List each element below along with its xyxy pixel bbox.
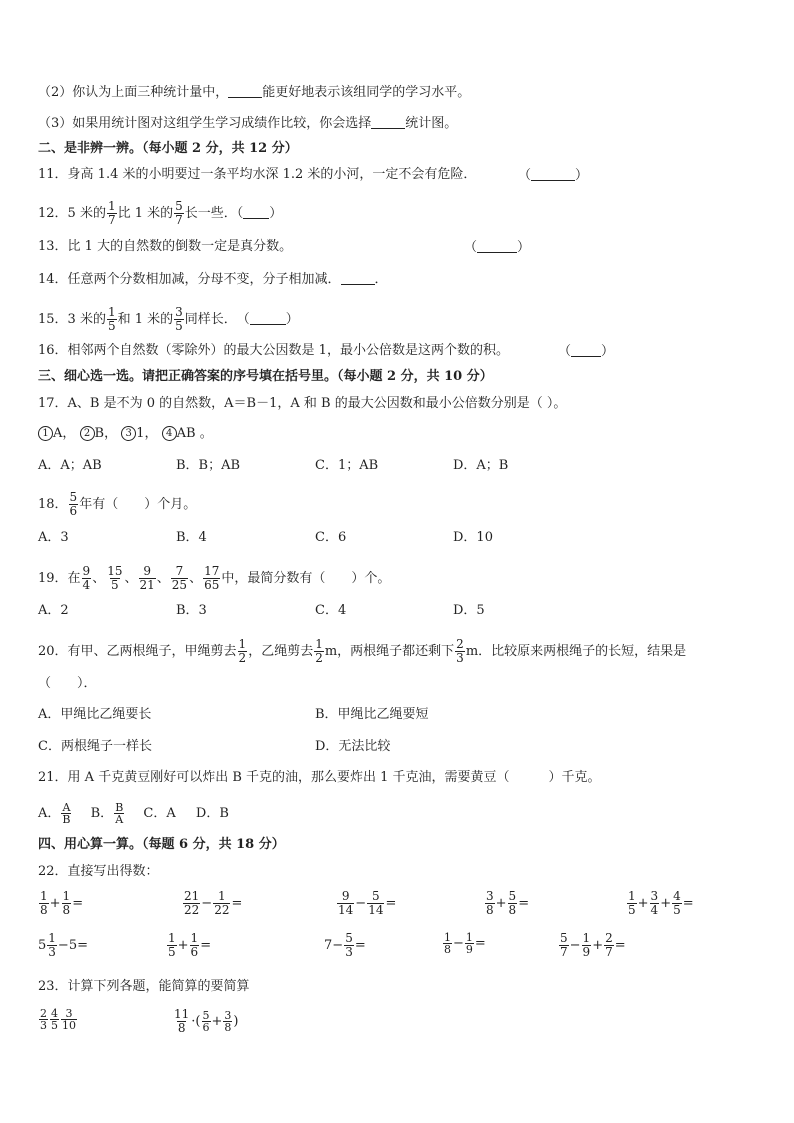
denominator: 7 [107, 213, 116, 227]
question-18-text: 年有（ ）个月。 [79, 497, 197, 512]
numerator: 21 [184, 889, 200, 903]
paren-right: ） [517, 240, 531, 255]
denominator: 5 [107, 319, 116, 333]
numerator: 3 [224, 1009, 232, 1022]
circled-number: 3 [121, 426, 136, 441]
numerator: 1 [62, 889, 71, 903]
numerator: 2 [456, 637, 464, 651]
denominator: 8 [177, 1021, 186, 1035]
fraction [344, 932, 354, 959]
sub-question-2-text: （2）你认为上面三种统计量中， [38, 85, 229, 100]
fraction [139, 565, 156, 592]
question-20-paren: （ ）． [38, 676, 97, 691]
fraction [69, 491, 79, 518]
denominator: 14 [338, 903, 354, 917]
option-c[interactable]: C．6 [315, 530, 347, 545]
item-label: A， [53, 426, 76, 441]
fraction [171, 565, 188, 592]
fraction [508, 890, 518, 917]
denominator: 8 [224, 1021, 232, 1034]
numerator: 4 [51, 1007, 58, 1020]
fraction [465, 932, 474, 955]
option-c[interactable]: C．两根绳子一样长 [38, 739, 152, 754]
numerator: 9 [143, 564, 151, 578]
question-20-text-3: m，两根绳子都还剩下 [324, 644, 455, 659]
option-b[interactable]: B．B；AB [176, 458, 241, 473]
fraction [106, 565, 123, 592]
question-20-text-4: m．比较原来两根绳子的长短，结果是 [465, 644, 687, 659]
fraction [672, 890, 682, 917]
denominator: 9 [465, 943, 473, 956]
option-a[interactable]: A．甲绳比乙绳要长 [38, 707, 152, 722]
option-a[interactable]: A．2 [38, 603, 69, 618]
numerator: 1 [48, 931, 56, 945]
denominator: 9 [582, 945, 591, 959]
numerator: 5 [175, 199, 183, 213]
question-22: 22．直接写出得数： [38, 864, 159, 879]
denominator: 5 [628, 903, 636, 917]
circled-number: 2 [80, 426, 95, 441]
denominator: 21 [139, 578, 155, 592]
denominator: 8 [62, 903, 71, 917]
option-d[interactable]: D．A；B [453, 458, 509, 473]
numerator: 4 [673, 889, 681, 903]
denominator: 8 [486, 903, 494, 917]
fraction [604, 932, 614, 959]
denominator: 3 [456, 651, 464, 665]
numerator: 5 [345, 931, 353, 945]
denominator: 6 [202, 1021, 210, 1034]
denominator: 7 [605, 945, 613, 959]
option-d[interactable]: D．5 [453, 603, 485, 618]
numerator: A [62, 801, 71, 814]
question-16-text: 16．相邻两个自然数（零除外）的最大公因数是 1，最小公倍数是这两个数的积。 [38, 343, 509, 358]
separator: 、 [92, 571, 106, 586]
fraction [62, 890, 72, 917]
numerator: 3 [175, 305, 183, 319]
option-c[interactable]: C．1；AB [315, 458, 379, 473]
option-c[interactable]: C．4 [315, 603, 347, 618]
denominator: 5 [673, 903, 681, 917]
question-18-number: 18． [38, 497, 68, 512]
numerator: 1 [168, 931, 176, 945]
fraction [174, 306, 184, 333]
fraction [627, 890, 637, 917]
question-11-answer [518, 166, 588, 185]
denominator: 6 [69, 504, 78, 518]
item-label: B， [94, 426, 118, 441]
question-18 [38, 491, 196, 518]
question-12-text: 12．5 米的 [38, 206, 106, 221]
option-b[interactable]: B．甲绳比乙绳要短 [315, 707, 429, 722]
paren-right: ） [269, 206, 283, 221]
answer-blank[interactable] [341, 270, 375, 285]
paren-right: ） [575, 168, 589, 183]
separator: 、 [189, 571, 203, 586]
fraction [174, 200, 184, 227]
numerator: 2 [40, 1007, 47, 1020]
numerator: 1 [107, 199, 116, 213]
option-c[interactable]: C．A [143, 806, 176, 821]
denominator: B [62, 813, 71, 826]
option-b[interactable]: B．3 [176, 603, 207, 618]
numerator: 1 [315, 637, 323, 651]
circled-number: 1 [38, 426, 53, 441]
numerator: 1 [628, 889, 636, 903]
question-14 [38, 270, 388, 289]
answer-blank[interactable] [571, 342, 601, 357]
sub-question-3-text: （3）如果用统计图对这组学生学习成绩作比较，你会选择 [38, 116, 372, 131]
fraction [367, 890, 384, 917]
calc-2-2: $\frac{1}{5}$ + $\frac{1}{6}$ = [168, 931, 212, 959]
fraction [455, 638, 465, 665]
denominator: 4 [650, 903, 659, 917]
answer-blank[interactable] [477, 238, 517, 253]
circled-number: 4 [162, 426, 177, 441]
paren-right: ） [285, 312, 299, 327]
answer-blank[interactable] [371, 114, 405, 129]
numerator: 11 [174, 1007, 190, 1021]
question-19-text: 19．在 [38, 571, 81, 586]
option-b[interactable]: B． $\frac{B}{A}$ [90, 801, 124, 826]
sub-question-3 [38, 114, 457, 133]
question-16 [38, 342, 509, 360]
separator: 、 [124, 571, 138, 586]
denominator: 2 [315, 651, 323, 665]
numerator: 3 [65, 1007, 73, 1020]
question-20-text-2: ，乙绳剪去 [248, 644, 314, 659]
numerator: 7 [175, 564, 184, 578]
calc-1-2: $\frac{21}{22}$ − $\frac{1}{22}$ = [184, 889, 243, 917]
fraction [443, 932, 452, 955]
denominator: 3 [345, 945, 353, 959]
fraction [337, 890, 354, 917]
calc-1-4: $\frac{3}{8}$ + $\frac{5}{8}$ = [486, 889, 530, 917]
option-a[interactable]: A．A；AB [38, 458, 102, 473]
calc-2-3: 7− $\frac{5}{3}$ = [324, 931, 366, 959]
fraction [485, 890, 495, 917]
question-12-text-end: 长一些．（ [184, 206, 244, 221]
denominator: 65 [204, 578, 220, 592]
fraction [314, 638, 324, 665]
question-11-text: 11．身高 1.4 米的小明要过一条平均水深 1.2 米的小河，一定不会有危险． [38, 167, 477, 182]
answer-blank[interactable] [243, 204, 269, 219]
fraction [238, 638, 248, 665]
numerator: 3 [650, 889, 659, 903]
fraction [213, 890, 230, 917]
denominator: 5 [111, 578, 119, 592]
option-b[interactable]: B．4 [176, 530, 207, 545]
paren-left: （ [518, 168, 532, 183]
numerator: 1 [218, 889, 226, 903]
question-13-answer [464, 238, 530, 257]
denominator: 22 [214, 903, 230, 917]
question-15-text-end: 同样长． （ [184, 312, 250, 327]
fraction [650, 890, 660, 917]
calc-23-2: $\frac{11}{8}$ ·( $\frac{5}{6}$ + $\frac{3}{8}$ ) [174, 1007, 239, 1035]
question-17: 17．A、B 是不为 0 的自然数，A＝B－1，A 和 B 的最大公因数和最小公倍数分别是（ ）。 [38, 396, 567, 411]
numerator: 5 [372, 889, 380, 903]
denominator: 3 [48, 945, 56, 959]
question-17-items [38, 425, 213, 443]
question-15 [38, 306, 299, 333]
denominator: 7 [560, 945, 568, 959]
fraction [223, 1010, 232, 1033]
calc-23-1 [38, 1008, 78, 1031]
question-19 [38, 565, 390, 592]
question-14-end: ． [374, 272, 388, 287]
denominator: 4 [82, 578, 91, 592]
option-a[interactable]: A． $\frac{A}{B}$ [38, 801, 71, 826]
calc-1-1: $\frac{1}{8}$ + $\frac{1}{8}$ = [40, 889, 84, 917]
question-13-text: 13．比 1 大的自然数的倒数一定是真分数。 [38, 239, 293, 254]
item-label: AB 。 [176, 426, 213, 441]
question-14-text: 14．任意两个分数相加减，分母不变，分子相加减． [38, 272, 341, 287]
denominator: 8 [508, 903, 517, 917]
paren-right: ） [601, 344, 615, 359]
numerator: 5 [508, 889, 517, 903]
numerator: B [115, 801, 124, 814]
denominator: 14 [368, 903, 384, 917]
numerator: 1 [238, 637, 247, 651]
denominator: 5 [175, 319, 183, 333]
question-15-text: 15．3 米的 [38, 312, 106, 327]
denominator: 2 [238, 651, 247, 665]
fraction [107, 306, 117, 333]
answer-blank[interactable] [228, 83, 262, 98]
item-label: 1， [136, 426, 158, 441]
sub-question-2 [38, 83, 470, 102]
option-a[interactable]: A．3 [38, 530, 69, 545]
denominator: 6 [190, 945, 199, 959]
answer-blank[interactable] [531, 166, 575, 181]
fraction [203, 565, 220, 592]
calc-2-5: $\frac{5}{7}$ − $\frac{1}{9}$ + $\frac{2}{7}$ = [560, 931, 626, 959]
denominator: 5 [168, 945, 176, 959]
numerator: 1 [582, 931, 591, 945]
fraction [202, 1010, 211, 1033]
sub-question-3-text-end: 统计图。 [405, 116, 458, 131]
numerator: 5 [69, 490, 78, 504]
section-4-title: 四、用心算一算。（每题 6 分，共 18 分） [38, 837, 285, 852]
numerator: 9 [82, 564, 91, 578]
numerator: 5 [560, 931, 568, 945]
section-3-title: 三、细心选一选。请把正确答案的序号填在括号里。（每小题 2 分，共 10 分） [38, 369, 493, 384]
fraction [107, 200, 117, 227]
calc-1-5: $\frac{1}{5}$ + $\frac{3}{4}$ + $\frac{4}{5}$ = [628, 889, 694, 917]
denominator: 5 [51, 1019, 58, 1032]
fraction [82, 565, 92, 592]
fraction [559, 932, 569, 959]
question-23: 23．计算下列各题，能简算的要简算 [38, 979, 250, 994]
numerator: 15 [107, 564, 123, 578]
fraction [183, 890, 200, 917]
question-21: 21．用 A 千克黄豆刚好可以炸出 B 千克的油，那么要炸出 1 千克油，需要黄豆（ ）千克。 [38, 770, 601, 785]
question-15-text-mid: 和 1 米的 [117, 312, 174, 327]
numerator: 1 [40, 889, 48, 903]
option-d[interactable]: D．10 [453, 530, 493, 545]
answer-blank[interactable] [250, 310, 286, 325]
fraction [47, 932, 57, 959]
fraction [190, 932, 200, 959]
numerator: 1 [190, 931, 199, 945]
fraction [39, 890, 49, 917]
question-16-answer [558, 342, 614, 361]
denominator: 22 [184, 903, 200, 917]
numerator: 9 [341, 889, 350, 903]
question-19-text-end: 中，最简分数有（ ）个。 [221, 571, 391, 586]
numerator: 5 [202, 1009, 210, 1022]
paren-left: （ [464, 240, 478, 255]
option-d[interactable]: D．B [195, 806, 229, 821]
fraction [61, 802, 71, 825]
question-12 [38, 200, 282, 227]
fraction [582, 932, 592, 959]
denominator: 8 [40, 903, 48, 917]
denominator: 25 [171, 578, 188, 592]
fraction [50, 1008, 59, 1031]
denominator: A [115, 813, 124, 826]
calc-1-3: $\frac{9}{14}$ − $\frac{5}{14}$ = [338, 889, 397, 917]
denominator: 3 [40, 1019, 47, 1032]
option-d[interactable]: D．无法比较 [315, 739, 391, 754]
numerator: 17 [204, 564, 220, 578]
question-20-text: 20．有甲、乙两根绳子，甲绳剪去 [38, 644, 237, 659]
calc-2-1: 5 $\frac{1}{3}$ −5= [38, 931, 89, 959]
numerator: 1 [444, 931, 451, 944]
denominator: 10 [62, 1019, 76, 1032]
denominator: 7 [175, 213, 183, 227]
fraction [167, 932, 177, 959]
numerator: 1 [465, 931, 473, 944]
numerator: 1 [107, 305, 116, 319]
sub-question-2-text-end: 能更好地表示该组同学的学习水平。 [262, 85, 471, 100]
paren-left: （ [558, 344, 572, 359]
denominator: 8 [444, 943, 451, 956]
fraction [114, 802, 124, 825]
fraction [173, 1008, 190, 1035]
question-11 [38, 166, 476, 184]
question-21-options [38, 802, 229, 825]
section-2-title: 二、是非辨一辨。（每小题 2 分，共 12 分） [38, 141, 298, 156]
calc-2-4: $\frac{1}{8}$ − $\frac{1}{9}$ = [444, 931, 486, 956]
question-13 [38, 238, 292, 256]
separator: 、 [156, 571, 170, 586]
fraction [39, 1008, 48, 1031]
question-20 [38, 638, 686, 665]
numerator: 3 [486, 889, 494, 903]
numerator: 2 [605, 931, 613, 945]
fraction [61, 1008, 77, 1031]
question-12-text-mid: 比 1 米的 [117, 206, 174, 221]
